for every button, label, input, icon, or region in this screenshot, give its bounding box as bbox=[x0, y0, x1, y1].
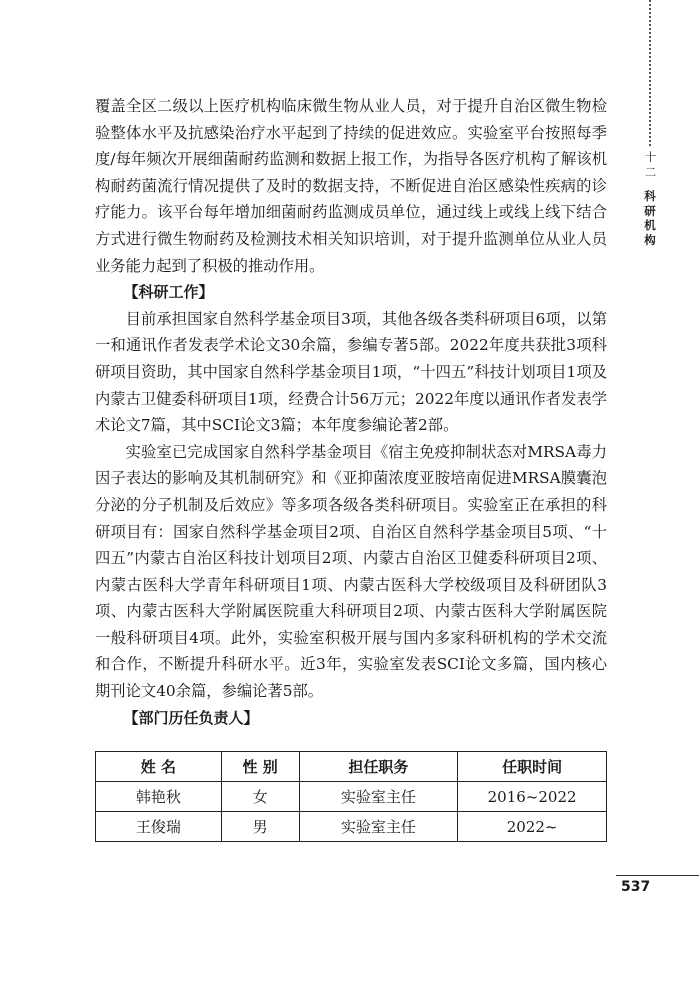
page-body bbox=[95, 93, 607, 731]
table-cell: 2016~2022 bbox=[458, 782, 607, 812]
table-header-gender: 性 别 bbox=[221, 752, 299, 782]
chapter-char: 研 bbox=[644, 203, 656, 218]
table-header-name: 姓 名 bbox=[96, 752, 222, 782]
paragraph-continued: 覆盖全区二级以上医疗机构临床微生物从业人员，对于提升自治区微生物检验整体水平及抗感染治疗水平起到了持续的促进效应。实验室平台按照每季度/每年频次开展细菌耐药监测和数据上报工作，为指导各医疗机构了解该机构耐药菌流行情况提供了及时的数据支持，不断促进自治区感染性疾病的诊疗能力。该平台每年增加细菌耐药监测成员单位，通过线上或线上线下结合方式进行微生物耐药及检测技术相关知识培训，对于提升监测单位从业人员业务能力起到了积极的推动作用。 bbox=[95, 97, 607, 275]
chapter-char: 构 bbox=[644, 232, 656, 247]
chapter-char: 科 bbox=[644, 189, 656, 203]
section-heading-research: 【科研工作】 bbox=[123, 283, 214, 302]
table-header-tenure: 任职时间 bbox=[458, 752, 607, 782]
paragraph-research-1: 目前承担国家自然科学基金项目3项，其他各级各类科研项目6项，以第一和通讯作者发表学术论文30余篇，参编专著5部。2022年度共获批3项科研项目资助，其中国家自然科学基金项目1项，“十四五”科技计划项目1项及内蒙古卫健委科研项目1项，经费合计56万元；2022年度以通讯作者发表学术论文7篇，其中SCI论文3篇；本年度参编论著2部。 bbox=[95, 309, 607, 435]
table-cell: 实验室主任 bbox=[299, 812, 458, 842]
leaders-table bbox=[95, 751, 607, 842]
chapter-char: 机 bbox=[644, 218, 656, 232]
table-row bbox=[96, 812, 607, 842]
table-cell: 女 bbox=[221, 782, 299, 812]
side-dotted-rule bbox=[649, 0, 651, 146]
paragraph-research-2: 实验室已完成国家自然科学基金项目《宿主免疫抑制状态对MRSA毒力因子表达的影响及其机制研究》和《亚抑菌浓度亚胺培南促进MRSA膜囊泡分泌的分子机制及后效应》等多项各级各类科研项目。实验室正在承担的科研项目有：国家自然科学基金项目2项、自治区自然科学基金项目5项、“十四五”内蒙古自治区科技计划项目2项、内蒙古自治区卫健委科研项目2项、内蒙古医科大学青年科研项目1项、内蒙古医科大学校级项目及科研团队3项、内蒙古医科大学附属医院重大科研项目2项、内蒙古医科大学附属医院一般科研项目4项。此外，实验室积极开展与国内多家科研机构的学术交流和合作，不断提升科研水平。近3年，实验室发表SCI论文多篇，国内核心期刊论文40余篇，参编论著5部。 bbox=[95, 442, 607, 701]
table-header-row bbox=[96, 752, 607, 782]
chapter-side-label bbox=[640, 150, 660, 247]
table-cell: 韩艳秋 bbox=[96, 782, 222, 812]
table-row bbox=[96, 782, 607, 812]
page-number: 537 bbox=[621, 879, 651, 895]
section-heading-leaders: 【部门历任负责人】 bbox=[123, 708, 259, 727]
table-cell: 男 bbox=[221, 812, 299, 842]
table-cell: 王俊瑞 bbox=[96, 812, 222, 842]
table-header-position: 担任职务 bbox=[299, 752, 458, 782]
page-number-rule bbox=[616, 875, 699, 876]
chapter-number: 十二 bbox=[644, 150, 656, 179]
table-cell: 2022~ bbox=[458, 812, 607, 842]
table-cell: 实验室主任 bbox=[299, 782, 458, 812]
